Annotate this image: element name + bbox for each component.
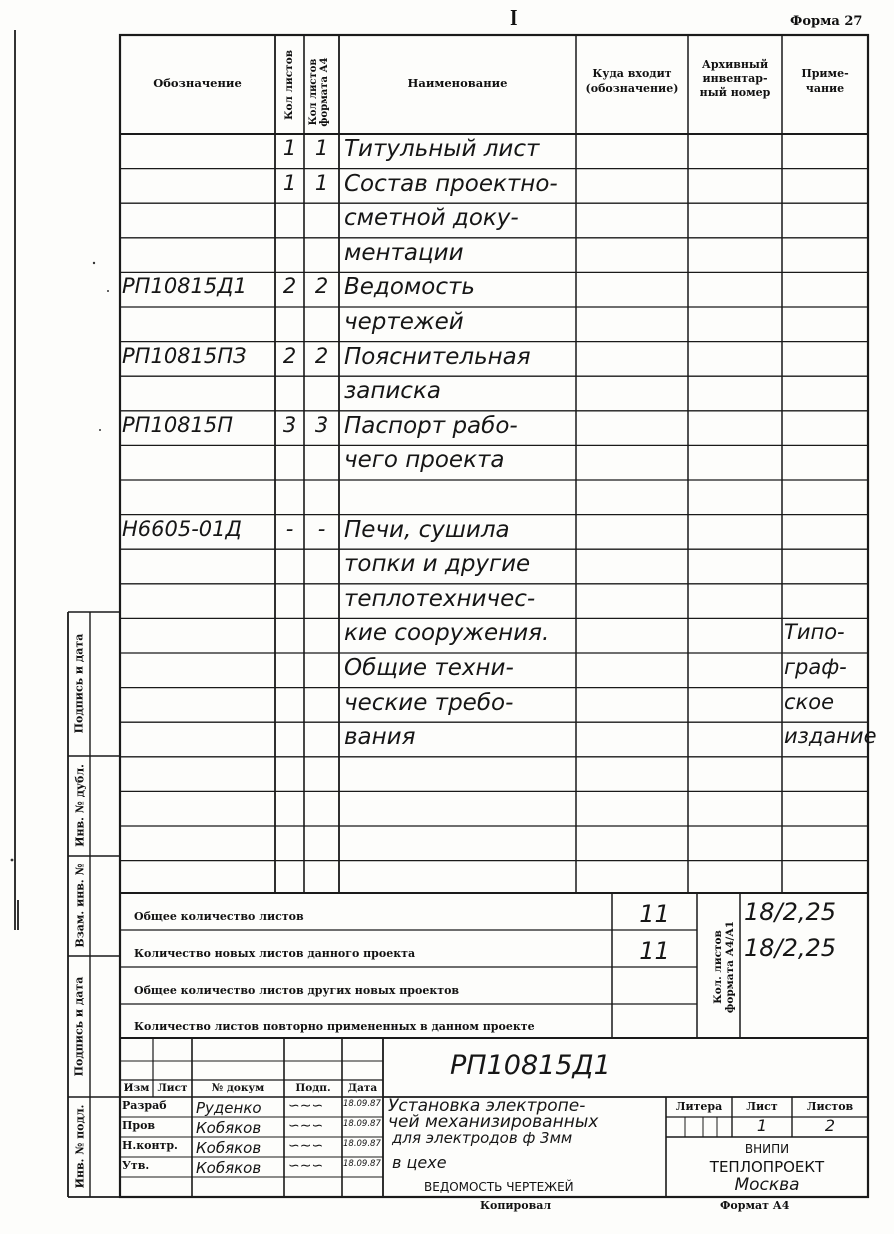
stamp-sheets-value: 2 bbox=[824, 1116, 836, 1135]
stamp-date: 18.09.87 bbox=[343, 1159, 381, 1169]
summary-other-label: Общее количество листов других новых проектов bbox=[134, 984, 460, 997]
stamp-name: Кобяков bbox=[196, 1119, 262, 1137]
cell-name: вания bbox=[344, 724, 416, 751]
summary-reused-label: Количество листов повторно примененных в данном проекте bbox=[134, 1020, 535, 1033]
stamp-org-2: ТЕПЛОПРОЕКТ bbox=[709, 1158, 825, 1176]
cell-name: ческие требо- bbox=[344, 689, 514, 716]
stamp-role: Разраб bbox=[122, 1099, 167, 1112]
cell-sheets: 1 bbox=[282, 136, 297, 160]
stamp-title-2: чей механизированных bbox=[388, 1112, 599, 1132]
cell-sheets: 2 bbox=[282, 343, 297, 368]
side-label-signature-2: Подпись и дата bbox=[72, 976, 86, 1077]
stamp-title-4: в цехе bbox=[392, 1153, 447, 1172]
cell-note: граф- bbox=[784, 655, 847, 679]
cell-designation: РП10815Д1 bbox=[122, 274, 248, 299]
stamp-role: Утв. bbox=[122, 1159, 150, 1172]
cell-name: кие сооружения. bbox=[344, 620, 550, 647]
summary-new-label: Количество новых листов данного проекта bbox=[134, 947, 416, 960]
summary-a4-header: Кол. листов формата А4/А1 bbox=[712, 920, 736, 1014]
cell-name: ментации bbox=[344, 239, 464, 266]
signature-mark: ∽∼∽ bbox=[288, 1138, 324, 1154]
side-label-orig-inv: Инв. № подл. bbox=[73, 1104, 87, 1189]
cell-a4: 1 bbox=[314, 170, 329, 195]
cell-sheets: 3 bbox=[282, 412, 297, 437]
side-label-replace-inv: Взам. инв. № bbox=[73, 863, 87, 948]
stamp-name: Кобяков bbox=[196, 1139, 262, 1157]
cell-designation: Н6605-01Д bbox=[122, 516, 242, 541]
cell-sheets: 2 bbox=[282, 274, 297, 299]
cell-name: сметной доку- bbox=[344, 205, 519, 232]
stamp-col-change: Изм bbox=[123, 1082, 150, 1094]
header-sheet-count: Кол листов bbox=[283, 50, 295, 121]
cell-designation: РП10815П bbox=[122, 412, 234, 437]
cell-name: Пояснительная bbox=[344, 343, 531, 370]
signature-mark: ∽∼∽ bbox=[288, 1118, 324, 1134]
summary-total-value: 11 bbox=[639, 900, 670, 928]
cell-note: ское bbox=[784, 689, 834, 714]
cell-sheets: 1 bbox=[282, 170, 297, 195]
stamp-col-doc: № докум bbox=[211, 1082, 265, 1094]
stamp-doc-title: ВЕДОМОСТЬ ЧЕРТЕЖЕЙ bbox=[424, 1180, 574, 1194]
stamp-col-date: Дата bbox=[347, 1082, 378, 1094]
summary-new-value: 11 bbox=[639, 937, 670, 965]
header-where-used: Куда входит (обозначение) bbox=[585, 67, 679, 95]
cell-name: топки и другие bbox=[344, 551, 531, 578]
stamp-date: 18.09.87 bbox=[343, 1119, 381, 1129]
cell-name: теплотехничес- bbox=[344, 585, 536, 612]
cell-a4: - bbox=[317, 516, 326, 541]
header-archive: Архивный инвентар- ный номер bbox=[699, 58, 771, 99]
stamp-date: 18.09.87 bbox=[343, 1099, 381, 1109]
summary-a4-total: 18/2,25 bbox=[744, 898, 837, 926]
cell-name: чего проекта bbox=[344, 447, 505, 474]
cell-note: Типо- bbox=[784, 620, 845, 645]
cell-name: записка bbox=[344, 378, 441, 405]
stamp-code: РП10815Д1 bbox=[450, 1050, 611, 1081]
stamp-litera-label: Литера bbox=[675, 1100, 723, 1113]
stamp-date: 18.09.87 bbox=[343, 1139, 381, 1149]
stamp-title-1: Установка электропе- bbox=[388, 1096, 586, 1116]
header-designation: Обозначение bbox=[153, 76, 242, 90]
stamp-sheet-value: 1 bbox=[756, 1116, 768, 1135]
cell-designation: РП10815ПЗ bbox=[122, 343, 247, 368]
cell-a4: 2 bbox=[314, 274, 329, 299]
stamp-sheet-label: Лист bbox=[746, 1100, 778, 1113]
header-a4-count: Кол листов формата А4 bbox=[308, 57, 330, 127]
summary-total-label: Общее количество листов bbox=[134, 910, 304, 923]
cell-a4: 3 bbox=[314, 412, 329, 437]
stamp-role: Пров bbox=[122, 1119, 156, 1132]
stamp-title-3: для электродов ф 3мм bbox=[392, 1129, 573, 1147]
stamp-name: Кобяков bbox=[196, 1159, 262, 1177]
side-label-signature-1: Подпись и дата bbox=[72, 633, 86, 734]
signature-mark: ∽∼∽ bbox=[288, 1158, 324, 1174]
cell-name: чертежей bbox=[344, 309, 464, 335]
summary-a4-new: 18/2,25 bbox=[744, 934, 837, 962]
cell-sheets: - bbox=[285, 516, 294, 541]
stamp-col-sheet: Лист bbox=[157, 1082, 188, 1094]
stamp-city: Москва bbox=[734, 1175, 800, 1195]
stamp-col-sign: Подп. bbox=[295, 1082, 331, 1094]
stamp-name: Руденко bbox=[196, 1099, 262, 1117]
cell-name: Состав проектно- bbox=[344, 170, 558, 197]
footer-format: Формат А4 bbox=[720, 1199, 790, 1212]
stamp-org-1: ВНИПИ bbox=[744, 1142, 790, 1156]
footer-copied: Копировал bbox=[480, 1199, 552, 1212]
cell-name: Общие техни- bbox=[344, 655, 514, 681]
header-name: Наименование bbox=[407, 76, 508, 90]
cell-name: Титульный лист bbox=[344, 136, 540, 162]
cell-a4: 2 bbox=[314, 343, 329, 368]
side-label-dup-inv: Инв. № дубл. bbox=[73, 764, 87, 847]
cell-name: Ведомость bbox=[344, 274, 475, 301]
signature-mark: ∽∼∽ bbox=[288, 1098, 324, 1114]
header-note: Приме- чание bbox=[801, 67, 849, 95]
cell-a4: 1 bbox=[314, 136, 329, 160]
cell-name: Печи, сушила bbox=[344, 516, 510, 543]
cell-name: Паспорт рабо- bbox=[344, 412, 518, 439]
stamp-sheets-label: Листов bbox=[806, 1100, 854, 1113]
stamp-role: Н.контр. bbox=[122, 1139, 178, 1152]
form-label: Форма 27 bbox=[790, 14, 863, 29]
stamp-mark: ꟾ bbox=[510, 10, 518, 29]
cell-note: издание bbox=[784, 724, 877, 749]
